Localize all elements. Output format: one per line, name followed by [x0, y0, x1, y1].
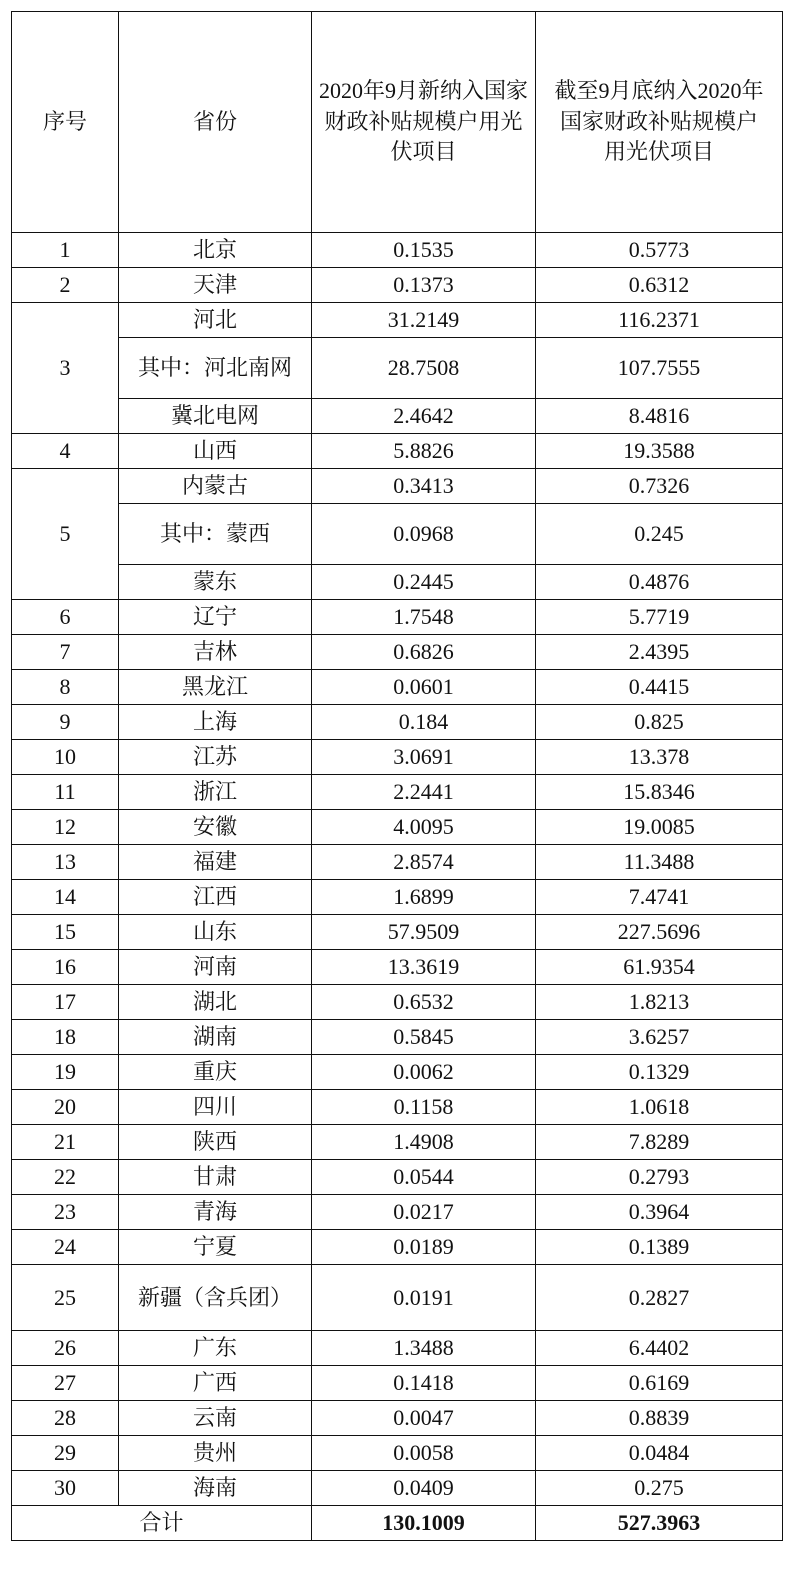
row-new-value: 0.2445 — [312, 565, 536, 600]
row-new-value: 0.6826 — [312, 635, 536, 670]
header-sept-new — [312, 12, 536, 233]
row-province: 广西 — [119, 1366, 312, 1401]
table-row — [12, 1160, 783, 1195]
row-cum-value: 13.378 — [536, 740, 783, 775]
table-row — [12, 1366, 783, 1401]
total-cum-value: 527.3963 — [536, 1506, 783, 1541]
row-cum-value: 0.1329 — [536, 1055, 783, 1090]
row-province: 湖南 — [119, 1020, 312, 1055]
row-province: 天津 — [119, 268, 312, 303]
row-cum-value: 227.5696 — [536, 915, 783, 950]
table-row — [12, 810, 783, 845]
row-province: 宁夏 — [119, 1230, 312, 1265]
row-new-value: 0.5845 — [312, 1020, 536, 1055]
row-index: 24 — [12, 1230, 119, 1265]
header-row — [12, 12, 783, 233]
row-new-value: 1.3488 — [312, 1331, 536, 1366]
row-cum-value: 0.825 — [536, 705, 783, 740]
row-province: 河北 — [119, 303, 312, 338]
row-new-value: 0.1418 — [312, 1366, 536, 1401]
row-cum-value: 1.8213 — [536, 985, 783, 1020]
row-new-value: 0.0217 — [312, 1195, 536, 1230]
row-province: 广东 — [119, 1331, 312, 1366]
table-row — [12, 880, 783, 915]
row-province: 辽宁 — [119, 600, 312, 635]
row-province: 蒙东 — [119, 565, 312, 600]
row-cum-value: 19.3588 — [536, 434, 783, 469]
row-cum-value: 7.4741 — [536, 880, 783, 915]
table-row — [12, 740, 783, 775]
row-province: 福建 — [119, 845, 312, 880]
row-cum-value: 0.1389 — [536, 1230, 783, 1265]
row-cum-value: 116.2371 — [536, 303, 783, 338]
table-row — [12, 1020, 783, 1055]
table-row — [12, 670, 783, 705]
row-province: 其中：蒙西 — [119, 504, 312, 565]
row-new-value: 57.9509 — [312, 915, 536, 950]
row-index: 21 — [12, 1125, 119, 1160]
row-province: 北京 — [119, 233, 312, 268]
table-row — [12, 469, 783, 504]
row-index: 29 — [12, 1436, 119, 1471]
row-index: 16 — [12, 950, 119, 985]
table-row — [12, 635, 783, 670]
row-cum-value: 0.4415 — [536, 670, 783, 705]
row-province: 江西 — [119, 880, 312, 915]
table-row — [12, 1230, 783, 1265]
row-new-value: 1.4908 — [312, 1125, 536, 1160]
row-index: 3 — [12, 303, 119, 434]
row-index: 30 — [12, 1471, 119, 1506]
table-row — [12, 600, 783, 635]
header-province: 省份 — [119, 12, 312, 233]
row-index: 11 — [12, 775, 119, 810]
row-cum-value: 0.2793 — [536, 1160, 783, 1195]
table-row — [12, 705, 783, 740]
row-province: 贵州 — [119, 1436, 312, 1471]
row-index: 2 — [12, 268, 119, 303]
row-cum-value: 0.6312 — [536, 268, 783, 303]
row-cum-value: 0.275 — [536, 1471, 783, 1506]
header-cum-end-sept — [536, 12, 783, 233]
row-new-value: 0.0047 — [312, 1401, 536, 1436]
row-cum-value: 7.8289 — [536, 1125, 783, 1160]
row-new-value: 4.0095 — [312, 810, 536, 845]
table-row — [12, 1055, 783, 1090]
table-row — [12, 1401, 783, 1436]
row-index: 15 — [12, 915, 119, 950]
table-row — [12, 845, 783, 880]
table-row — [12, 1125, 783, 1160]
row-new-value: 0.0058 — [312, 1436, 536, 1471]
table-row — [12, 775, 783, 810]
row-cum-value: 0.245 — [536, 504, 783, 565]
row-index: 5 — [12, 469, 119, 600]
row-cum-value: 0.6169 — [536, 1366, 783, 1401]
row-cum-value: 0.3964 — [536, 1195, 783, 1230]
row-new-value: 0.0409 — [312, 1471, 536, 1506]
row-new-value: 0.6532 — [312, 985, 536, 1020]
row-new-value: 0.1158 — [312, 1090, 536, 1125]
row-cum-value: 15.8346 — [536, 775, 783, 810]
row-cum-value: 19.0085 — [536, 810, 783, 845]
row-index: 1 — [12, 233, 119, 268]
table-row — [12, 1471, 783, 1506]
row-new-value: 0.184 — [312, 705, 536, 740]
row-index: 10 — [12, 740, 119, 775]
row-index: 7 — [12, 635, 119, 670]
table-row — [12, 434, 783, 469]
table-row — [12, 233, 783, 268]
row-province: 浙江 — [119, 775, 312, 810]
row-new-value: 0.0062 — [312, 1055, 536, 1090]
row-index: 4 — [12, 434, 119, 469]
row-new-value: 1.6899 — [312, 880, 536, 915]
row-province: 吉林 — [119, 635, 312, 670]
table-row — [12, 950, 783, 985]
row-cum-value: 1.0618 — [536, 1090, 783, 1125]
header-cum-end-sept-text: 截至9月底纳入2020年国家财政补贴规模户用光伏项目 — [554, 77, 764, 165]
table-row — [12, 1265, 783, 1331]
table-row — [12, 1090, 783, 1125]
row-new-value: 5.8826 — [312, 434, 536, 469]
row-cum-value: 8.4816 — [536, 399, 783, 434]
row-new-value: 0.0191 — [312, 1265, 536, 1331]
row-index: 23 — [12, 1195, 119, 1230]
row-index: 12 — [12, 810, 119, 845]
row-province: 河南 — [119, 950, 312, 985]
table-subrow — [12, 504, 783, 565]
row-province: 内蒙古 — [119, 469, 312, 504]
table-row — [12, 985, 783, 1020]
table-row — [12, 268, 783, 303]
row-cum-value: 0.2827 — [536, 1265, 783, 1331]
table-subrow — [12, 565, 783, 600]
row-province: 青海 — [119, 1195, 312, 1230]
row-index: 20 — [12, 1090, 119, 1125]
row-province: 安徽 — [119, 810, 312, 845]
row-new-value: 3.0691 — [312, 740, 536, 775]
row-index: 28 — [12, 1401, 119, 1436]
table-row — [12, 1331, 783, 1366]
row-province: 陕西 — [119, 1125, 312, 1160]
row-cum-value: 0.4876 — [536, 565, 783, 600]
row-cum-value: 0.7326 — [536, 469, 783, 504]
table-row — [12, 1195, 783, 1230]
row-new-value: 0.1535 — [312, 233, 536, 268]
row-index: 22 — [12, 1160, 119, 1195]
row-new-value: 2.2441 — [312, 775, 536, 810]
subsidy-table — [11, 11, 783, 1541]
total-label: 合计 — [12, 1506, 312, 1541]
row-new-value: 2.8574 — [312, 845, 536, 880]
table-row — [12, 915, 783, 950]
row-index: 14 — [12, 880, 119, 915]
row-index: 25 — [12, 1265, 119, 1331]
row-cum-value: 6.4402 — [536, 1331, 783, 1366]
header-index: 序号 — [12, 12, 119, 233]
row-province: 江苏 — [119, 740, 312, 775]
row-new-value: 0.0544 — [312, 1160, 536, 1195]
row-province: 重庆 — [119, 1055, 312, 1090]
total-new-value: 130.1009 — [312, 1506, 536, 1541]
row-cum-value: 107.7555 — [536, 338, 783, 399]
row-new-value: 2.4642 — [312, 399, 536, 434]
row-cum-value: 0.5773 — [536, 233, 783, 268]
row-province: 黑龙江 — [119, 670, 312, 705]
header-sept-new-text: 2020年9月新纳入国家财政补贴规模户用光伏项目 — [318, 77, 528, 165]
row-province: 四川 — [119, 1090, 312, 1125]
row-province: 其中：河北南网 — [119, 338, 312, 399]
row-cum-value: 11.3488 — [536, 845, 783, 880]
row-cum-value: 0.8839 — [536, 1401, 783, 1436]
row-index: 26 — [12, 1331, 119, 1366]
row-new-value: 0.0189 — [312, 1230, 536, 1265]
row-new-value: 13.3619 — [312, 950, 536, 985]
row-province: 新疆（含兵团） — [119, 1265, 312, 1331]
row-cum-value: 61.9354 — [536, 950, 783, 985]
row-new-value: 0.0968 — [312, 504, 536, 565]
row-province: 甘肃 — [119, 1160, 312, 1195]
row-new-value: 28.7508 — [312, 338, 536, 399]
row-index: 27 — [12, 1366, 119, 1401]
row-index: 8 — [12, 670, 119, 705]
table-row — [12, 303, 783, 338]
row-index: 19 — [12, 1055, 119, 1090]
total-row — [12, 1506, 783, 1541]
row-cum-value: 2.4395 — [536, 635, 783, 670]
row-index: 17 — [12, 985, 119, 1020]
row-province: 湖北 — [119, 985, 312, 1020]
table-subrow — [12, 399, 783, 434]
row-province: 山西 — [119, 434, 312, 469]
row-index: 18 — [12, 1020, 119, 1055]
row-index: 6 — [12, 600, 119, 635]
row-province: 海南 — [119, 1471, 312, 1506]
row-new-value: 0.3413 — [312, 469, 536, 504]
row-cum-value: 5.7719 — [536, 600, 783, 635]
row-province: 上海 — [119, 705, 312, 740]
table-row — [12, 1436, 783, 1471]
row-index: 9 — [12, 705, 119, 740]
table-subrow — [12, 338, 783, 399]
row-province: 云南 — [119, 1401, 312, 1436]
row-province: 山东 — [119, 915, 312, 950]
row-cum-value: 3.6257 — [536, 1020, 783, 1055]
row-province: 冀北电网 — [119, 399, 312, 434]
row-index: 13 — [12, 845, 119, 880]
row-cum-value: 0.0484 — [536, 1436, 783, 1471]
row-new-value: 31.2149 — [312, 303, 536, 338]
row-new-value: 1.7548 — [312, 600, 536, 635]
row-new-value: 0.0601 — [312, 670, 536, 705]
row-new-value: 0.1373 — [312, 268, 536, 303]
